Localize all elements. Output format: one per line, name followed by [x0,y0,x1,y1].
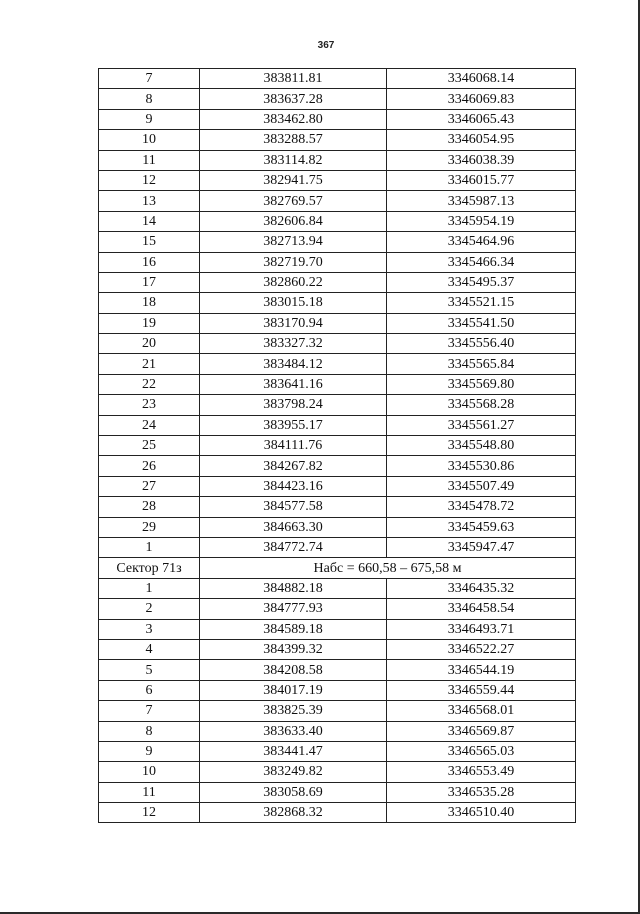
y-coordinate-cell: 3346068.14 [387,69,576,89]
y-coordinate-cell: 3346038.39 [387,150,576,170]
page-number: 367 [317,40,335,51]
x-coordinate-cell: 383637.28 [200,89,387,109]
table-row [99,354,576,374]
y-coordinate-cell: 3345556.40 [387,334,576,354]
point-number-cell: 19 [99,313,200,333]
x-coordinate-cell: 383462.80 [200,109,387,129]
x-coordinate-cell: 383484.12 [200,354,387,374]
x-coordinate-cell: 383170.94 [200,313,387,333]
point-number-cell: 8 [99,89,200,109]
point-number-cell: 18 [99,293,200,313]
x-coordinate-cell: 383811.81 [200,69,387,89]
x-coordinate-cell: 384399.32 [200,639,387,659]
x-coordinate-cell: 383288.57 [200,130,387,150]
x-coordinate-cell: 384017.19 [200,680,387,700]
y-coordinate-cell: 3346493.71 [387,619,576,639]
point-number-cell: 4 [99,639,200,659]
table-row [99,170,576,190]
x-coordinate-cell: 383058.69 [200,782,387,802]
y-coordinate-cell: 3346435.32 [387,578,576,598]
table-row [99,803,576,823]
y-coordinate-cell: 3346565.03 [387,741,576,761]
table-row [99,293,576,313]
point-number-cell: 20 [99,334,200,354]
table-row [99,537,576,557]
x-coordinate-cell: 383955.17 [200,415,387,435]
x-coordinate-cell: 384882.18 [200,578,387,598]
table-row [99,762,576,782]
point-number-cell: 17 [99,272,200,292]
point-number-cell: 11 [99,150,200,170]
table-row [99,741,576,761]
point-number-cell: 15 [99,232,200,252]
x-coordinate-cell: 383327.32 [200,334,387,354]
x-coordinate-cell: 384777.93 [200,599,387,619]
y-coordinate-cell: 3346553.49 [387,762,576,782]
point-number-cell: 25 [99,436,200,456]
table-row [99,680,576,700]
table-row [99,639,576,659]
y-coordinate-cell: 3345466.34 [387,252,576,272]
point-number-cell: 28 [99,497,200,517]
sector-label: Сектор 71з [99,558,200,578]
x-coordinate-cell: 384267.82 [200,456,387,476]
table-row [99,476,576,496]
point-number-cell: 24 [99,415,200,435]
x-coordinate-cell: 382713.94 [200,232,387,252]
table-row [99,660,576,680]
coordinates-table [98,68,576,823]
table-row [99,89,576,109]
sector-header-row [99,558,576,578]
x-coordinate-cell: 384663.30 [200,517,387,537]
table-row [99,211,576,231]
x-coordinate-cell: 383114.82 [200,150,387,170]
y-coordinate-cell: 3345521.15 [387,293,576,313]
table-row [99,578,576,598]
y-coordinate-cell: 3346458.54 [387,599,576,619]
point-number-cell: 26 [99,456,200,476]
x-coordinate-cell: 382606.84 [200,211,387,231]
x-coordinate-cell: 382868.32 [200,803,387,823]
point-number-cell: 16 [99,252,200,272]
table-row [99,456,576,476]
y-coordinate-cell: 3345464.96 [387,232,576,252]
y-coordinate-cell: 3345459.63 [387,517,576,537]
x-coordinate-cell: 382941.75 [200,170,387,190]
table-row [99,69,576,89]
x-coordinate-cell: 384208.58 [200,660,387,680]
point-number-cell: 27 [99,476,200,496]
point-number-cell: 12 [99,170,200,190]
x-coordinate-cell: 384423.16 [200,476,387,496]
table-row [99,599,576,619]
table-row [99,436,576,456]
table-row [99,130,576,150]
x-coordinate-cell: 384577.58 [200,497,387,517]
table-row [99,252,576,272]
table-row [99,109,576,129]
y-coordinate-cell: 3345569.80 [387,374,576,394]
point-number-cell: 9 [99,109,200,129]
point-number-cell: 13 [99,191,200,211]
table-row [99,619,576,639]
point-number-cell: 8 [99,721,200,741]
point-number-cell: 9 [99,741,200,761]
point-number-cell: 21 [99,354,200,374]
sector-height-range: Набс = 660,58 – 675,58 м [200,558,576,578]
table-row [99,374,576,394]
point-number-cell: 3 [99,619,200,639]
point-number-cell: 29 [99,517,200,537]
point-number-cell: 7 [99,701,200,721]
coordinates-table-body [99,69,576,823]
table-row [99,272,576,292]
point-number-cell: 11 [99,782,200,802]
y-coordinate-cell: 3345507.49 [387,476,576,496]
y-coordinate-cell: 3345530.86 [387,456,576,476]
y-coordinate-cell: 3346522.27 [387,639,576,659]
point-number-cell: 12 [99,803,200,823]
x-coordinate-cell: 384111.76 [200,436,387,456]
table-row [99,232,576,252]
y-coordinate-cell: 3345495.37 [387,272,576,292]
table-row [99,782,576,802]
y-coordinate-cell: 3345947.47 [387,537,576,557]
x-coordinate-cell: 384589.18 [200,619,387,639]
point-number-cell: 6 [99,680,200,700]
table-row [99,150,576,170]
table-row [99,701,576,721]
x-coordinate-cell: 383825.39 [200,701,387,721]
y-coordinate-cell: 3346065.43 [387,109,576,129]
table-row [99,334,576,354]
y-coordinate-cell: 3346054.95 [387,130,576,150]
table-row [99,395,576,415]
y-coordinate-cell: 3346535.28 [387,782,576,802]
point-number-cell: 2 [99,599,200,619]
x-coordinate-cell: 382769.57 [200,191,387,211]
table-row [99,497,576,517]
point-number-cell: 23 [99,395,200,415]
table-row [99,517,576,537]
y-coordinate-cell: 3345541.50 [387,313,576,333]
y-coordinate-cell: 3345568.28 [387,395,576,415]
y-coordinate-cell: 3345987.13 [387,191,576,211]
y-coordinate-cell: 3345478.72 [387,497,576,517]
point-number-cell: 1 [99,578,200,598]
x-coordinate-cell: 384772.74 [200,537,387,557]
x-coordinate-cell: 383641.16 [200,374,387,394]
y-coordinate-cell: 3346510.40 [387,803,576,823]
point-number-cell: 7 [99,69,200,89]
x-coordinate-cell: 383249.82 [200,762,387,782]
y-coordinate-cell: 3346069.83 [387,89,576,109]
y-coordinate-cell: 3346559.44 [387,680,576,700]
point-number-cell: 10 [99,130,200,150]
y-coordinate-cell: 3346544.19 [387,660,576,680]
y-coordinate-cell: 3346015.77 [387,170,576,190]
y-coordinate-cell: 3345548.80 [387,436,576,456]
table-row [99,313,576,333]
y-coordinate-cell: 3346568.01 [387,701,576,721]
y-coordinate-cell: 3345565.84 [387,354,576,374]
x-coordinate-cell: 383633.40 [200,721,387,741]
x-coordinate-cell: 383441.47 [200,741,387,761]
x-coordinate-cell: 383798.24 [200,395,387,415]
y-coordinate-cell: 3345561.27 [387,415,576,435]
point-number-cell: 22 [99,374,200,394]
x-coordinate-cell: 383015.18 [200,293,387,313]
y-coordinate-cell: 3345954.19 [387,211,576,231]
x-coordinate-cell: 382719.70 [200,252,387,272]
x-coordinate-cell: 382860.22 [200,272,387,292]
table-row [99,415,576,435]
point-number-cell: 5 [99,660,200,680]
point-number-cell: 14 [99,211,200,231]
y-coordinate-cell: 3346569.87 [387,721,576,741]
table-row [99,721,576,741]
point-number-cell: 1 [99,537,200,557]
table-row [99,191,576,211]
point-number-cell: 10 [99,762,200,782]
